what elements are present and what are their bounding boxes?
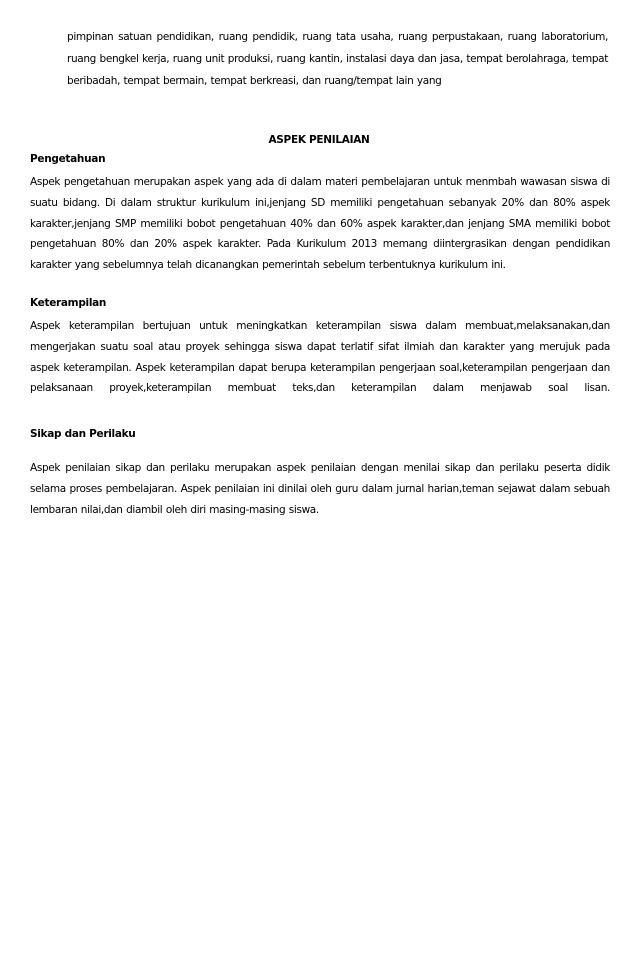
section-body-sikap: Aspek penilaian sikap dan perilaku merupakan aspek penilaian dengan menilai sikap dan perilaku peserta didik selama proses pembelajaran. Aspek penilaian ini dinilai oleh guru dalam jurnal harian,teman sejawat dalam sebuah lembaran nilai,dan diambil oleh diri masing-masing siswa. [30, 462, 610, 516]
section-heading-sikap: Sikap dan Perilaku [30, 428, 136, 440]
section-heading-pengetahuan: Pengetahuan [30, 153, 106, 165]
intro-paragraph: pimpinan satuan pendidikan, ruang pendidik, ruang tata usaha, ruang perpustakaan, ruang laboratorium, ruang bengkel kerja, ruang unit produksi, ruang kantin, instalasi daya dan jasa, tempat berolahraga, tempat beribadah, tempat bermain, tempat berkreasi, dan ruang/tempat lain yang [67, 31, 608, 87]
section-body-pengetahuan: Aspek pengetahuan merupakan aspek yang ada di dalam materi pembelajaran untuk menmbah wawasan siswa di suatu bidang. Di dalam struktur kurikulum ini,jenjang SD memiliki pengetahuan sebanyak 20% dan 80% aspek karakter,jenjang SMP memiliki bobot pengetahuan 40% dan 60% aspek karakter,dan jenjang SMA memiliki bobot pengetahuan 80% dan 20% aspek karakter. Pada Kurikulum 2013 memang diintergrasikan dengan pendidikan karakter yang sebelumnya telah dicanangkan pemerintah sebelum terbentuknya kurikulum ini. [30, 176, 610, 272]
main-heading: ASPEK PENILAIAN [268, 134, 370, 146]
section-body-keterampilan: Aspek keterampilan bertujuan untuk meningkatkan keterampilan siswa dalam membuat,melaksanakan,dan mengerjakan suatu soal atau proyek sehingga siswa dapat terlatif sifat ilmiah dan karakter yang merujuk pada aspek keterampilan. Aspek keterampilan dapat berupa keterampilan pengerjaan soal,keterampilan pengerjaan dan pelaksanaan proyek,keterampilan membuat teks,dan keterampilan dalam menjawab soal lisan. [30, 320, 610, 395]
section-heading-keterampilan: Keterampilan [30, 297, 107, 309]
